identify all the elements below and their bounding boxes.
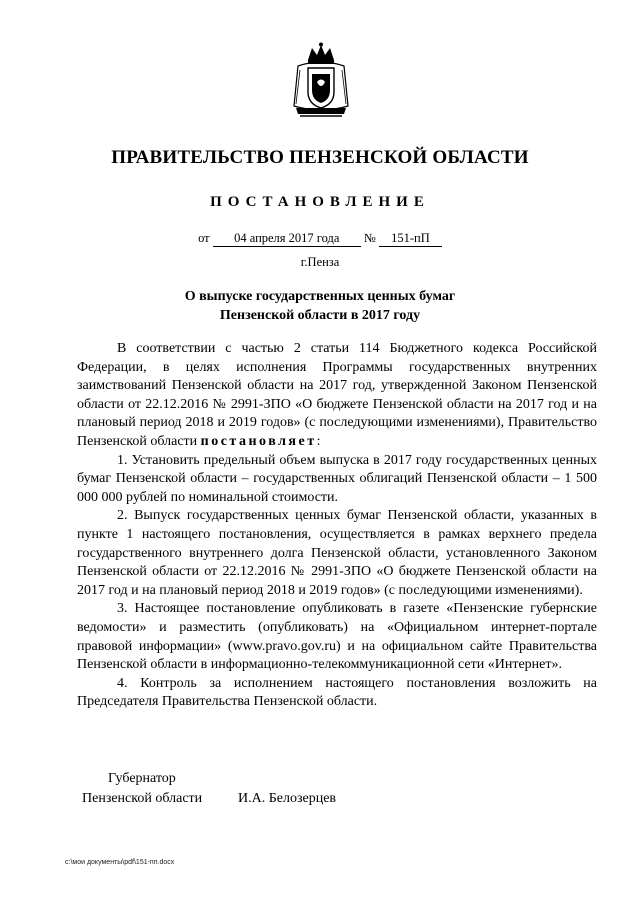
document-subject	[0, 287, 640, 325]
document-type: ПОСТАНОВЛЕНИЕ	[210, 194, 430, 210]
coat-of-arms-icon	[290, 42, 352, 120]
signature-name: И.А. Белозерцев	[238, 791, 337, 806]
item-1: 1. Установить предельный объем выпуска в 2017 году государственных ценных бумаг Пензенской области – государственных облигаций Пензенской области – 1 500 000 000 рублей по номинальной стоимости.	[77, 452, 597, 505]
preamble-text: В соответствии с частью 2 статьи 114 Бюджетного кодекса Российской Федерации, в целях исполнения Программы государственных внутренних заимствований Пензенской области на 2017 год, утвержденной Законом Пензенской области от 22.12.2016 № 2991-ЗПО «О бюджете Пензенской области на 2017 год и на плановый период 2018 и 2019 годов» (с последующими изменениями), Правительство Пензенской области	[77, 341, 597, 449]
organization-title: ПРАВИТЕЛЬСТВО ПЕНЗЕНСКОЙ ОБЛАСТИ	[111, 147, 529, 168]
date-number-line	[0, 231, 640, 247]
date-prefix: от	[198, 231, 210, 245]
signature-region: Пензенской области	[82, 791, 203, 806]
signature-title: Губернатор	[108, 771, 176, 786]
item-2: 2. Выпуск государственных ценных бумаг Пензенской области, указанных в пункте 1 настоящего постановления, осуществляется в рамках верхнего предела государственного внутреннего долга Пензенской области, установленного Законом Пензенской области от 22.12.2016 № 2991-ЗПО «О бюджете Пензенской области на 2017 год и на плановый период 2018 и 2019 годов» (с последующими изменениями).	[77, 508, 597, 598]
document-body	[77, 340, 597, 712]
item-4: 4. Контроль за исполнением настоящего постановления возложить на Председателя Правительства Пензенской области.	[77, 675, 597, 710]
resolves-keyword: постановляет	[200, 433, 317, 449]
number-prefix: №	[363, 231, 376, 245]
file-path: c:\мои документы\pdf\151-пп.docx	[65, 859, 175, 866]
subject-line-1: О выпуске государственных ценных бумаг	[184, 289, 456, 304]
subject-line-2: Пензенской области в 2017 году	[219, 308, 421, 323]
preamble-paragraph	[77, 340, 597, 452]
city: г.Пенза	[300, 255, 340, 269]
document-date: 04 апреля 2017 года	[213, 231, 361, 247]
resolves-colon: :	[316, 433, 321, 449]
item-3: 3. Настоящее постановление опубликовать в газете «Пензенские губернские ведомости» и разместить (опубликовать) на «Официальном интернет-портале правовой информации» (www.pravo.gov.ru) и на официальном сайте Правительства Пензенской области в информационно-телекоммуникационной сети «Интернет».	[77, 601, 597, 673]
document-number: 151-пП	[379, 231, 442, 247]
